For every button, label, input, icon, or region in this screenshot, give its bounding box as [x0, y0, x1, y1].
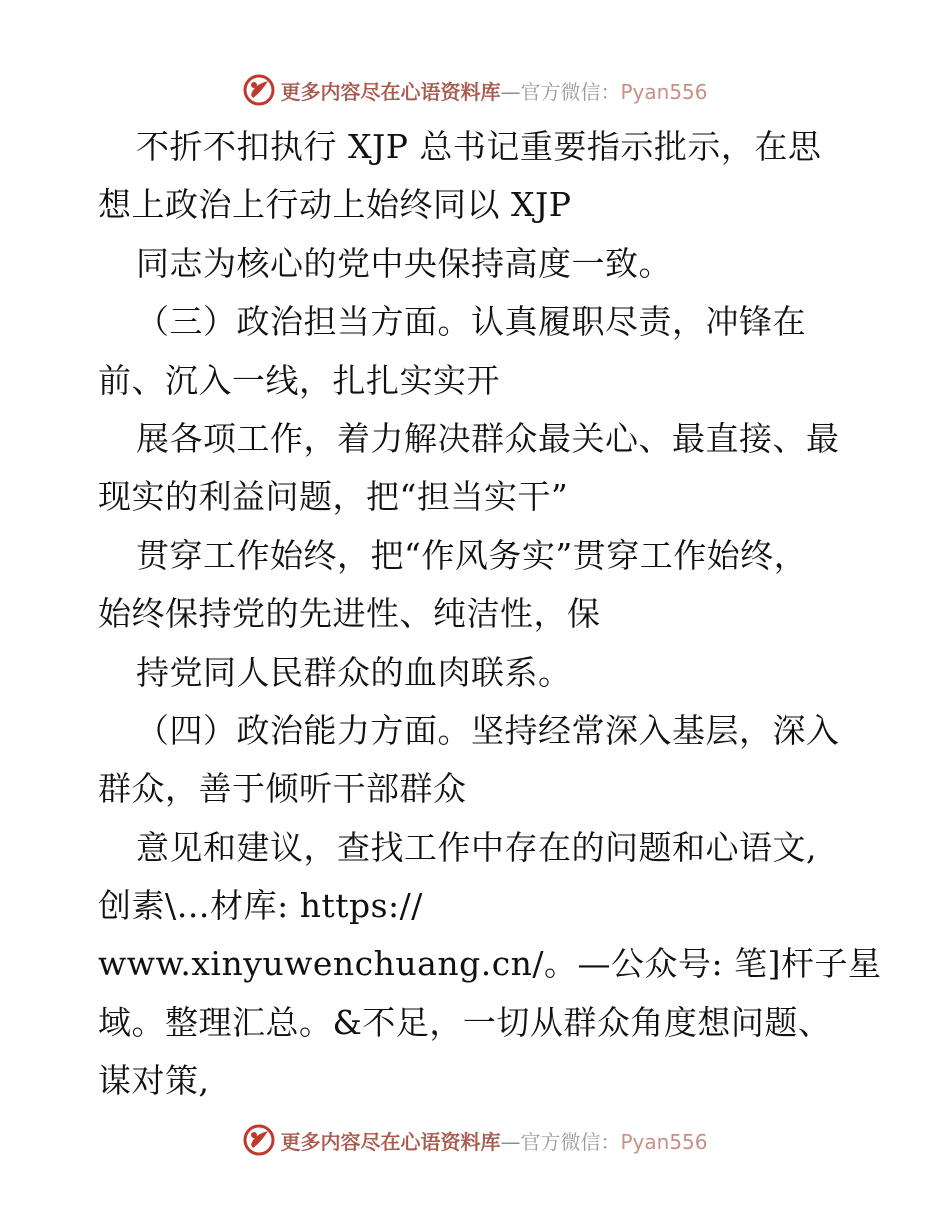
text-line: （三）政治担当方面。认真履职尽责，冲锋在	[136, 302, 806, 342]
header-banner-text	[280, 76, 707, 105]
text-line: 前、沉入一线，扎扎实实开	[98, 360, 500, 400]
header-banner	[0, 70, 950, 110]
text-line: 现实的利益问题，把“担当实干”	[98, 477, 569, 517]
header-wechat-label: 官方微信：	[520, 79, 621, 104]
brand-logo-icon	[242, 1123, 276, 1157]
text-line: 贯穿工作始终，把“作风务实”贯穿工作始终，	[136, 535, 808, 575]
header-separator: —	[500, 79, 521, 104]
footer-separator: —	[500, 1129, 521, 1154]
footer-banner-text	[280, 1126, 707, 1155]
document-body	[98, 118, 898, 1111]
text-line: 群众，善于倾听干部群众	[98, 769, 467, 809]
text-line: 展各项工作，着力解决群众最关心、最直接、最	[136, 418, 840, 458]
footer-wechat-label: 官方微信：	[520, 1129, 621, 1154]
text-line: www.xinyuwenchuang.cn/。—公众号: 笔]杆子星	[98, 944, 882, 984]
text-line: 同志为核心的党中央保持高度一致。	[136, 243, 672, 283]
text-line: 始终保持党的先进性、纯洁性，保	[98, 594, 601, 634]
text-line: 不折不扣执行 XJP 总书记重要指示批示，在思	[136, 127, 822, 166]
text-line: 想上政治上行动上始终同以 XJP	[98, 185, 572, 225]
text-line: 域。整理汇总。&不足，一切从群众角度想问题、	[98, 1002, 832, 1042]
text-line: 持党同人民群众的血肉联系。	[136, 652, 572, 692]
footer-wechat-id: Pyan556	[620, 1129, 708, 1154]
footer-banner	[0, 1120, 950, 1160]
text-line: 意见和建议，查找工作中存在的问题和心语文,	[136, 827, 817, 867]
header-wechat-id: Pyan556	[620, 79, 708, 104]
brand-logo-icon	[242, 73, 276, 107]
text-line: （四）政治能力方面。坚持经常深入基层，深入	[136, 710, 840, 750]
text-line: 谋对策,	[98, 1061, 210, 1101]
text-line: 创素\…材库: https://	[98, 886, 423, 926]
footer-site-text: 更多内容尽在心语资料库	[280, 1129, 501, 1154]
header-site-text: 更多内容尽在心语资料库	[280, 79, 501, 104]
